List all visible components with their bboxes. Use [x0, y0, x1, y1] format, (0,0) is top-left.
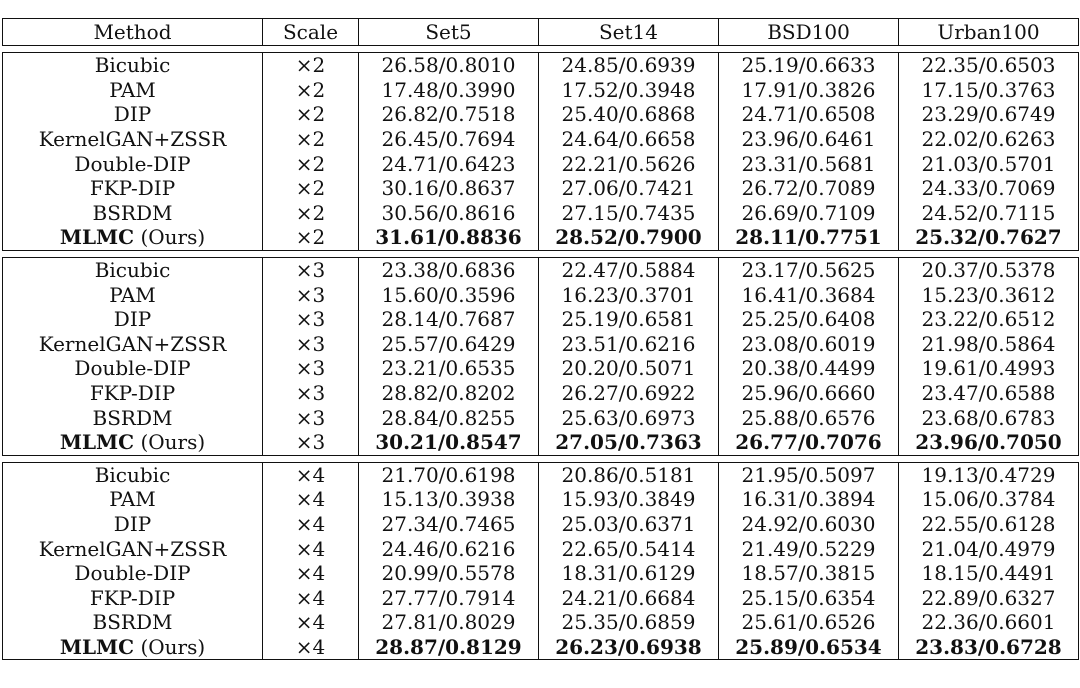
table-row: [3, 257, 1079, 282]
bsd100-cell: 21.49/0.5229: [719, 536, 899, 561]
urban100-cell: 22.36/0.6601: [899, 610, 1079, 635]
urban100-cell: 23.68/0.6783: [899, 405, 1079, 430]
table-row-ours: [3, 635, 1079, 660]
scale-cell: ×2: [263, 225, 359, 250]
method-cell: PAM: [3, 487, 263, 512]
table-row-ours: [3, 430, 1079, 455]
table-row: [3, 356, 1079, 381]
method-cell: KernelGAN+ZSSR: [3, 536, 263, 561]
method-cell: [3, 430, 263, 455]
table-row: [3, 53, 1079, 78]
set14-cell: 20.86/0.5181: [539, 462, 719, 487]
table-row-ours: [3, 225, 1079, 250]
bsd100-cell: 18.57/0.3815: [719, 561, 899, 586]
method-cell: DIP: [3, 307, 263, 332]
method-cell: Double-DIP: [3, 561, 263, 586]
scale-cell: ×2: [263, 127, 359, 152]
urban100-cell: 21.98/0.5864: [899, 332, 1079, 357]
scale-cell: ×2: [263, 78, 359, 103]
method-name-bold: MLMC: [59, 430, 135, 455]
urban100-cell: 19.13/0.4729: [899, 462, 1079, 487]
method-cell: Double-DIP: [3, 151, 263, 176]
method-name-bold: MLMC: [59, 225, 135, 250]
set5-cell: 26.82/0.7518: [359, 102, 539, 127]
set14-cell: 25.40/0.6868: [539, 102, 719, 127]
set5-cell: 15.13/0.3938: [359, 487, 539, 512]
bsd100-cell: 25.88/0.6576: [719, 405, 899, 430]
method-cell: BSRDM: [3, 610, 263, 635]
set5-cell: 27.81/0.8029: [359, 610, 539, 635]
method-cell: FKP-DIP: [3, 585, 263, 610]
method-cell: KernelGAN+ZSSR: [3, 127, 263, 152]
urban100-cell: 23.29/0.6749: [899, 102, 1079, 127]
method-cell: Double-DIP: [3, 356, 263, 381]
set5-cell: 26.58/0.8010: [359, 53, 539, 78]
urban100-cell: 19.61/0.4993: [899, 356, 1079, 381]
set5-cell: 28.87/0.8129: [359, 635, 539, 660]
scale-cell: ×2: [263, 151, 359, 176]
bsd100-cell: 16.41/0.3684: [719, 282, 899, 307]
urban100-cell: 22.55/0.6128: [899, 512, 1079, 537]
bsd100-cell: 25.15/0.6354: [719, 585, 899, 610]
set14-cell: 25.63/0.6973: [539, 405, 719, 430]
set14-cell: 22.47/0.5884: [539, 257, 719, 282]
scale-cell: ×3: [263, 430, 359, 455]
set5-cell: 30.56/0.8616: [359, 201, 539, 226]
scale-cell: ×3: [263, 356, 359, 381]
scale-cell: ×3: [263, 307, 359, 332]
table-row: [3, 585, 1079, 610]
urban100-cell: 22.02/0.6263: [899, 127, 1079, 152]
bsd100-cell: 25.19/0.6633: [719, 53, 899, 78]
set5-cell: 25.57/0.6429: [359, 332, 539, 357]
set5-cell: 23.38/0.6836: [359, 257, 539, 282]
bsd100-cell: 21.95/0.5097: [719, 462, 899, 487]
set5-cell: 31.61/0.8836: [359, 225, 539, 250]
bsd100-cell: 25.96/0.6660: [719, 381, 899, 406]
method-cell: BSRDM: [3, 405, 263, 430]
scale-cell: ×2: [263, 176, 359, 201]
scale-cell: ×3: [263, 405, 359, 430]
table-row: [3, 536, 1079, 561]
bsd100-cell: 24.92/0.6030: [719, 512, 899, 537]
urban100-cell: 22.35/0.6503: [899, 53, 1079, 78]
table-row: [3, 78, 1079, 103]
method-cell: PAM: [3, 78, 263, 103]
set14-cell: 25.19/0.6581: [539, 307, 719, 332]
bsd100-cell: 24.71/0.6508: [719, 102, 899, 127]
table-row: [3, 307, 1079, 332]
set5-cell: 26.45/0.7694: [359, 127, 539, 152]
bsd100-cell: 25.61/0.6526: [719, 610, 899, 635]
spacer: [3, 46, 1079, 53]
table-row: [3, 610, 1079, 635]
bsd100-cell: 28.11/0.7751: [719, 225, 899, 250]
table-row: [3, 512, 1079, 537]
set5-cell: 28.84/0.8255: [359, 405, 539, 430]
method-cell: DIP: [3, 102, 263, 127]
method-cell: Bicubic: [3, 53, 263, 78]
method-cell: Bicubic: [3, 257, 263, 282]
header-row: [3, 19, 1079, 46]
scale-cell: ×3: [263, 332, 359, 357]
bsd100-cell: 25.25/0.6408: [719, 307, 899, 332]
urban100-cell: 20.37/0.5378: [899, 257, 1079, 282]
header-bsd100: BSD100: [719, 19, 899, 46]
scale-cell: ×4: [263, 561, 359, 586]
bsd100-cell: 17.91/0.3826: [719, 78, 899, 103]
set14-cell: 28.52/0.7900: [539, 225, 719, 250]
set14-cell: 27.06/0.7421: [539, 176, 719, 201]
header-scale: Scale: [263, 19, 359, 46]
table-header: [3, 19, 1079, 46]
table-row: [3, 282, 1079, 307]
bsd100-cell: 23.31/0.5681: [719, 151, 899, 176]
set5-cell: 24.71/0.6423: [359, 151, 539, 176]
table-row: [3, 561, 1079, 586]
scale-cell: ×2: [263, 53, 359, 78]
spacer: [3, 455, 1079, 462]
set5-cell: 20.99/0.5578: [359, 561, 539, 586]
urban100-cell: 21.03/0.5701: [899, 151, 1079, 176]
set14-cell: 24.64/0.6658: [539, 127, 719, 152]
set5-cell: 17.48/0.3990: [359, 78, 539, 103]
set5-cell: 24.46/0.6216: [359, 536, 539, 561]
set14-cell: 26.23/0.6938: [539, 635, 719, 660]
urban100-cell: 21.04/0.4979: [899, 536, 1079, 561]
scale-cell: ×2: [263, 102, 359, 127]
set14-cell: 24.21/0.6684: [539, 585, 719, 610]
header-set14: Set14: [539, 19, 719, 46]
spacer: [3, 250, 1079, 257]
set14-cell: 22.65/0.5414: [539, 536, 719, 561]
set14-cell: 27.15/0.7435: [539, 201, 719, 226]
bsd100-cell: 16.31/0.3894: [719, 487, 899, 512]
table-row: [3, 332, 1079, 357]
method-cell: [3, 635, 263, 660]
bsd100-cell: 23.17/0.5625: [719, 257, 899, 282]
scale-x4-group: [3, 462, 1079, 660]
set14-cell: 25.35/0.6859: [539, 610, 719, 635]
method-cell: KernelGAN+ZSSR: [3, 332, 263, 357]
bsd100-cell: 23.08/0.6019: [719, 332, 899, 357]
method-suffix: (Ours): [134, 225, 206, 250]
set14-cell: 26.27/0.6922: [539, 381, 719, 406]
bsd100-cell: 26.72/0.7089: [719, 176, 899, 201]
table-row: [3, 381, 1079, 406]
scale-cell: ×2: [263, 201, 359, 226]
set5-cell: 30.21/0.8547: [359, 430, 539, 455]
method-cell: [3, 225, 263, 250]
table-row: [3, 151, 1079, 176]
scale-cell: ×4: [263, 585, 359, 610]
urban100-cell: 25.32/0.7627: [899, 225, 1079, 250]
method-cell: BSRDM: [3, 201, 263, 226]
bsd100-cell: 23.96/0.6461: [719, 127, 899, 152]
method-cell: PAM: [3, 282, 263, 307]
table-row: [3, 102, 1079, 127]
set14-cell: 23.51/0.6216: [539, 332, 719, 357]
method-cell: FKP-DIP: [3, 381, 263, 406]
bsd100-cell: 20.38/0.4499: [719, 356, 899, 381]
urban100-cell: 15.06/0.3784: [899, 487, 1079, 512]
header-set5: Set5: [359, 19, 539, 46]
table-row: [3, 405, 1079, 430]
urban100-cell: 24.33/0.7069: [899, 176, 1079, 201]
urban100-cell: 23.83/0.6728: [899, 635, 1079, 660]
scale-cell: ×3: [263, 257, 359, 282]
table-row: [3, 487, 1079, 512]
set5-cell: 23.21/0.6535: [359, 356, 539, 381]
method-cell: FKP-DIP: [3, 176, 263, 201]
results-table: [2, 18, 1079, 660]
method-suffix: (Ours): [134, 634, 206, 659]
scale-cell: ×3: [263, 381, 359, 406]
results-table-container: [2, 18, 1078, 660]
table-row: [3, 462, 1079, 487]
set14-cell: 22.21/0.5626: [539, 151, 719, 176]
bsd100-cell: 26.77/0.7076: [719, 430, 899, 455]
set5-cell: 15.60/0.3596: [359, 282, 539, 307]
method-name-bold: MLMC: [59, 634, 135, 659]
set14-cell: 18.31/0.6129: [539, 561, 719, 586]
method-cell: DIP: [3, 512, 263, 537]
bsd100-cell: 26.69/0.7109: [719, 201, 899, 226]
urban100-cell: 23.47/0.6588: [899, 381, 1079, 406]
scale-cell: ×4: [263, 610, 359, 635]
set5-cell: 27.77/0.7914: [359, 585, 539, 610]
set14-cell: 20.20/0.5071: [539, 356, 719, 381]
urban100-cell: 24.52/0.7115: [899, 201, 1079, 226]
scale-cell: ×4: [263, 536, 359, 561]
scale-cell: ×4: [263, 512, 359, 537]
set5-cell: 27.34/0.7465: [359, 512, 539, 537]
urban100-cell: 18.15/0.4491: [899, 561, 1079, 586]
set14-cell: 16.23/0.3701: [539, 282, 719, 307]
set14-cell: 17.52/0.3948: [539, 78, 719, 103]
table-row: [3, 201, 1079, 226]
urban100-cell: 15.23/0.3612: [899, 282, 1079, 307]
urban100-cell: 17.15/0.3763: [899, 78, 1079, 103]
set14-cell: 15.93/0.3849: [539, 487, 719, 512]
set5-cell: 28.14/0.7687: [359, 307, 539, 332]
set14-cell: 25.03/0.6371: [539, 512, 719, 537]
method-cell: Bicubic: [3, 462, 263, 487]
method-suffix: (Ours): [134, 430, 206, 455]
scale-cell: ×4: [263, 487, 359, 512]
bsd100-cell: 25.89/0.6534: [719, 635, 899, 660]
urban100-cell: 23.22/0.6512: [899, 307, 1079, 332]
scale-cell: ×4: [263, 635, 359, 660]
header-method: Method: [3, 19, 263, 46]
scale-x2-group: [3, 53, 1079, 251]
set5-cell: 30.16/0.8637: [359, 176, 539, 201]
scale-cell: ×3: [263, 282, 359, 307]
set5-cell: 28.82/0.8202: [359, 381, 539, 406]
urban100-cell: 23.96/0.7050: [899, 430, 1079, 455]
scale-x3-group: [3, 257, 1079, 455]
table-row: [3, 127, 1079, 152]
scale-cell: ×4: [263, 462, 359, 487]
table-row: [3, 176, 1079, 201]
set14-cell: 27.05/0.7363: [539, 430, 719, 455]
urban100-cell: 22.89/0.6327: [899, 585, 1079, 610]
set14-cell: 24.85/0.6939: [539, 53, 719, 78]
set5-cell: 21.70/0.6198: [359, 462, 539, 487]
header-urban100: Urban100: [899, 19, 1079, 46]
